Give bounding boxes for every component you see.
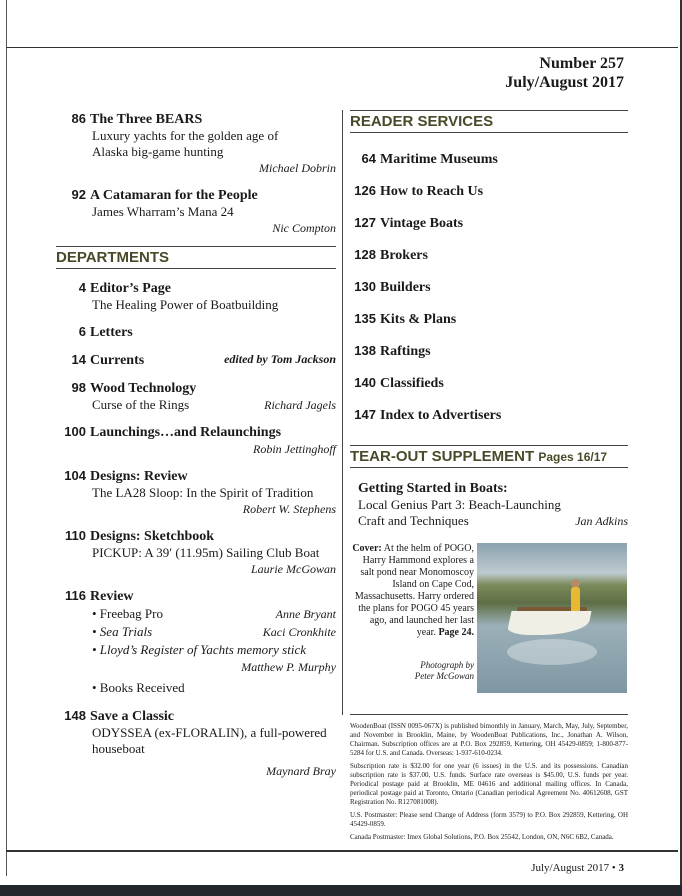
reader-service-item[interactable]: 130 Builders bbox=[354, 279, 431, 295]
review-item: • Books Received bbox=[92, 680, 185, 695]
dept-currents[interactable] bbox=[56, 351, 336, 369]
reader-service-item[interactable]: 138 Raftings bbox=[354, 343, 431, 359]
article-desc: The Healing Power of Boatbuilding bbox=[92, 297, 279, 312]
cover-caption-block bbox=[350, 543, 628, 693]
masthead-paragraph: Canada Postmaster: Imex Global Solutions, P.O. Box 25542, London, ON, N6C 6B2, Canada. bbox=[350, 833, 614, 841]
masthead-paragraph: WoodenBoat (ISSN 0095-067X) is published bimonthly in January, March, May, July, September, and November in Brooklin, Maine, by WoodenBoat Publications, Inc., Jonathan A. Wilson, Chairman. Subscription offices are at P.O. Box 292859, Kettering, OH 45429-0859; 1-800-877-5284 for U.S. and Canada. Overseas: 1-937-610-0234. bbox=[350, 722, 628, 757]
cover-text: At the helm of POGO, Harry Hammond explores a salt pond near Monomoscoy Island on Cape Cod, Massachusetts. Harry ordered the plans for POGO 45 years ago, and launched her last year. bbox=[354, 543, 474, 638]
reader-service-item[interactable]: 127 Vintage Boats bbox=[354, 215, 464, 231]
reader-service-item[interactable]: 64 Maritime Museums bbox=[361, 151, 498, 167]
folio-page-number: 3 bbox=[618, 862, 624, 874]
issue-info bbox=[505, 54, 624, 92]
supplement-author: Jan Adkins bbox=[575, 514, 628, 528]
contents-left-column bbox=[56, 110, 336, 789]
review-item: • Lloyd’s Register of Yachts memory stick bbox=[92, 642, 306, 657]
page-folio bbox=[531, 862, 624, 874]
article-title: Save a Classic bbox=[90, 709, 174, 724]
issue-date: July/August 2017 bbox=[505, 74, 624, 91]
article-title: Letters bbox=[90, 325, 133, 340]
review-item: • Sea Trials Kaci Cronkhite bbox=[92, 624, 336, 639]
page-number: 92 bbox=[71, 187, 86, 202]
article-title: Designs: Review bbox=[90, 469, 188, 484]
article-author: edited by Tom Jackson bbox=[224, 352, 336, 366]
article-title: Editor’s Page bbox=[90, 281, 171, 296]
article-author: Nic Compton bbox=[272, 221, 336, 235]
article-desc: ODYSSEA (ex-FLORALIN), a full-powered bbox=[92, 725, 327, 740]
page-number: 110 bbox=[65, 528, 86, 543]
feature-catamaran[interactable] bbox=[56, 186, 336, 236]
page-frame-left bbox=[6, 0, 7, 876]
supplement-article[interactable] bbox=[350, 480, 628, 529]
dept-wood-technology[interactable] bbox=[56, 379, 336, 413]
article-title: Currents bbox=[90, 353, 145, 368]
article-title: Launchings…and Relaunchings bbox=[90, 425, 282, 440]
article-desc: The LA28 Sloop: In the Spirit of Tradition bbox=[92, 485, 314, 500]
article-desc: Curse of the Rings bbox=[92, 397, 190, 412]
article-desc: James Wharram’s Mana 24 bbox=[92, 204, 234, 219]
contents-right-column bbox=[350, 110, 628, 529]
article-desc: Alaska big-game hunting bbox=[92, 144, 224, 159]
page-number: 116 bbox=[65, 588, 86, 603]
masthead-paragraph: Subscription rate is $32.00 for one year (6 issues) in the U.S. and its possessions. Canadian subscription rate is $37.00, U.S. funds. Surface rate overseas is $45.00, U.S. funds per year. Periodical postage paid at Brooklin, ME 04616 and additional mailing offices. In Canada, periodical postage paid at Toronto, Ontario (Canadian periodical Agreement No. 40612608, GST Registration No. R127081008). bbox=[350, 762, 628, 806]
folio-separator: • bbox=[611, 862, 616, 874]
bottom-rule bbox=[6, 850, 678, 852]
supplement-heading: TEAR-OUT SUPPLEMENT Pages 16/17 bbox=[350, 445, 628, 468]
cover-caption bbox=[350, 543, 474, 639]
reader-services-list bbox=[350, 143, 628, 431]
review-item: • Freebag Pro Anne Bryant bbox=[92, 606, 336, 621]
page-number: 14 bbox=[71, 352, 86, 367]
water-reflection bbox=[507, 639, 597, 665]
page-number: 100 bbox=[64, 424, 86, 439]
article-title: The Three BEARS bbox=[90, 112, 203, 127]
dept-designs-sketchbook[interactable] bbox=[56, 527, 336, 577]
supplement-title: Getting Started in Boats: bbox=[358, 481, 508, 496]
reader-service-item[interactable]: 126 How to Reach Us bbox=[354, 183, 484, 199]
page-number: 86 bbox=[71, 111, 86, 126]
helmsman-figure bbox=[571, 587, 580, 611]
article-desc: PICKUP: A 39′ (11.95m) Sailing Club Boat bbox=[92, 545, 320, 560]
reader-service-item[interactable]: 128 Brokers bbox=[354, 247, 428, 263]
article-title: Designs: Sketchbook bbox=[90, 529, 215, 544]
page-number: 4 bbox=[78, 280, 86, 295]
photo-credit: Photograph by Peter McGowan bbox=[414, 660, 474, 681]
boat-hull bbox=[506, 611, 591, 635]
departments-heading: DEPARTMENTS bbox=[56, 246, 336, 269]
article-desc: houseboat bbox=[92, 741, 145, 756]
dept-launchings[interactable] bbox=[56, 423, 336, 457]
page-number: 6 bbox=[78, 324, 86, 339]
cover-photo bbox=[477, 543, 627, 693]
dept-designs-review[interactable] bbox=[56, 467, 336, 517]
article-title: Wood Technology bbox=[90, 381, 197, 396]
article-author: Robin Jettinghoff bbox=[253, 442, 336, 456]
article-title: A Catamaran for the People bbox=[90, 188, 258, 203]
reader-services-heading: READER SERVICES bbox=[350, 110, 628, 133]
article-author: Laurie McGowan bbox=[251, 562, 336, 576]
article-title: Review bbox=[90, 589, 134, 604]
article-author: Robert W. Stephens bbox=[242, 502, 336, 516]
supplement-desc: Local Genius Part 3: Beach-Launching bbox=[358, 497, 561, 512]
reader-service-item[interactable]: 135 Kits & Plans bbox=[354, 311, 457, 327]
article-author: Matthew P. Murphy bbox=[241, 660, 336, 674]
dept-editors-page[interactable] bbox=[56, 279, 336, 313]
dept-save-a-classic[interactable] bbox=[56, 707, 336, 779]
dept-review[interactable] bbox=[56, 587, 336, 697]
column-divider bbox=[342, 110, 343, 715]
folio-date: July/August 2017 bbox=[531, 862, 610, 874]
top-rule bbox=[6, 47, 678, 48]
feature-three-bears[interactable] bbox=[56, 110, 336, 176]
article-author: Maynard Bray bbox=[266, 764, 336, 778]
masthead-rule bbox=[350, 714, 628, 715]
page-number: 98 bbox=[71, 380, 86, 395]
issue-number: Number 257 bbox=[539, 55, 624, 72]
article-author: Michael Dobrin bbox=[259, 161, 336, 175]
cover-label: Cover: bbox=[352, 543, 382, 554]
page-number: 148 bbox=[64, 708, 86, 723]
article-author: Kaci Cronkhite bbox=[262, 625, 336, 639]
page-number: 104 bbox=[64, 468, 86, 483]
supplement-pages: Pages 16/17 bbox=[538, 450, 608, 464]
viewer-bottom-bar bbox=[0, 885, 682, 896]
article-desc: Luxury yachts for the golden age of bbox=[92, 128, 279, 143]
article-author: Anne Bryant bbox=[275, 607, 336, 621]
reader-service-item[interactable]: 140 Classifieds bbox=[354, 375, 444, 391]
reader-service-item[interactable]: 147 Index to Advertisers bbox=[354, 407, 502, 423]
cover-page-ref[interactable]: Page 24. bbox=[438, 627, 474, 638]
masthead-statement bbox=[350, 722, 628, 846]
masthead-paragraph: U.S. Postmaster: Please send Change of Address (form 3579) to P.O. Box 292859, Kettering, OH 45429-0859. bbox=[350, 811, 628, 828]
article-author: Richard Jagels bbox=[264, 398, 336, 412]
supplement-desc: Craft and Techniques bbox=[358, 513, 469, 528]
dept-letters[interactable] bbox=[56, 323, 336, 341]
